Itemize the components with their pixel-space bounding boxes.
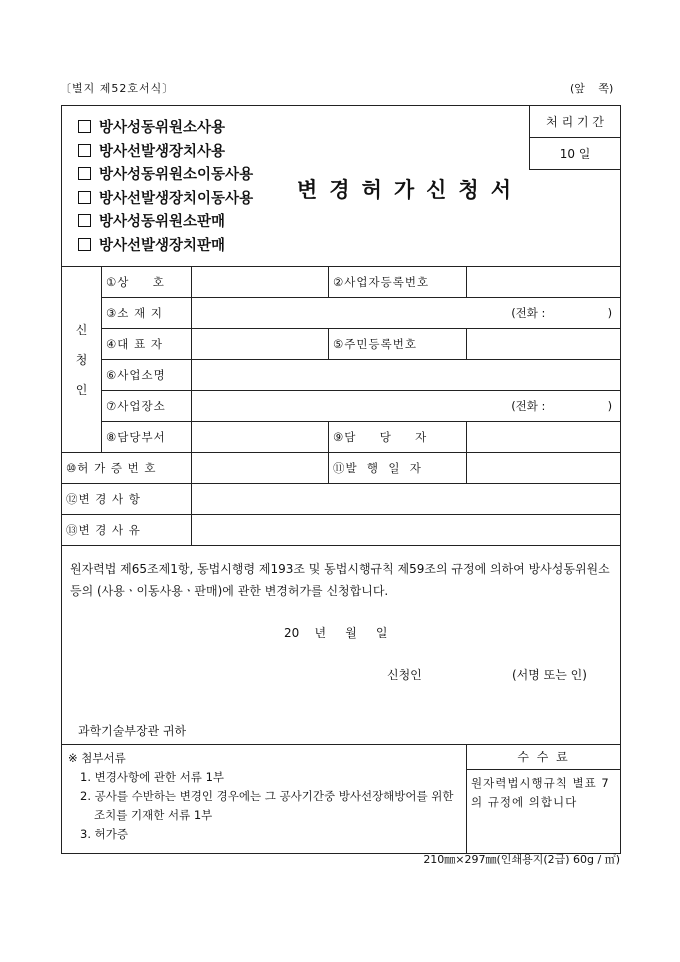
type-option-6[interactable]: 방사선발생장치판매 xyxy=(78,234,253,258)
attachment-item: 2. 공사를 수반하는 변경인 경우에는 그 공사기간중 방사선장해방어를 위한 조치를 기재한 서류 1부 xyxy=(80,789,454,822)
location-label: ③소 재 지 xyxy=(102,298,192,329)
form-number: 〔별지 제52호서식〕 xyxy=(60,82,175,95)
representative-label: ④대 표 자 xyxy=(102,329,192,360)
representative-field[interactable] xyxy=(192,329,329,360)
change-reason-label: ⑬변 경 사 유 xyxy=(62,515,192,546)
resident-reg-label: ⑤주민등록번호 xyxy=(329,329,467,360)
checkbox-icon[interactable] xyxy=(78,120,91,133)
declaration-section xyxy=(62,546,621,745)
type-option-4[interactable]: 방사선발생장치이동사용 xyxy=(78,187,253,211)
type-option-5[interactable]: 방사성동위원소판매 xyxy=(78,210,253,234)
application-type-list xyxy=(78,116,253,257)
business-reg-field[interactable] xyxy=(467,267,621,298)
type-option-1[interactable]: 방사성동위원소사용 xyxy=(78,116,253,140)
location-field[interactable]: (전화 : ) xyxy=(192,298,621,329)
applicant-side-label: 신 청 인 xyxy=(62,267,102,453)
signature-field[interactable]: (서명 또는 인) xyxy=(512,668,587,682)
processing-value: 10 일 xyxy=(530,138,621,170)
attachment-item: 3. 허가증 xyxy=(80,827,128,841)
attachment-item: 1. 변경사항에 관한 서류 1부 xyxy=(80,770,224,784)
department-field[interactable] xyxy=(192,422,329,453)
form-header-section xyxy=(62,106,621,267)
page-side-label: (앞 쪽) xyxy=(570,82,614,95)
checkbox-icon[interactable] xyxy=(78,167,91,180)
office-name-label: ⑥사업소명 xyxy=(102,360,192,391)
office-name-field[interactable] xyxy=(192,360,621,391)
fee-text: 원자력법시행규칙 별표 7의 규정에 의합니다 xyxy=(471,776,610,809)
resident-reg-field[interactable] xyxy=(467,329,621,360)
permit-number-label: ⑩허 가 증 번 호 xyxy=(62,453,192,484)
type-option-2[interactable]: 방사선발생장치사용 xyxy=(78,140,253,164)
issue-date-field[interactable] xyxy=(467,453,621,484)
change-items-label: ⑫변 경 사 항 xyxy=(62,484,192,515)
declaration-text: 원자력법 제65조제1항, 동법시행령 제193조 및 동법시행규칙 제59조의 규정에 의하여 방사성동위원소등의 (사용ㆍ이동사용ㆍ판매)에 관한 변경허가를 신청합니다. xyxy=(70,562,610,598)
processing-period-box xyxy=(529,106,620,170)
form-title: 변경허가신청서 xyxy=(297,177,524,202)
company-name-label: ①상 호 xyxy=(102,267,192,298)
recipient: 과학기술부장관 귀하 xyxy=(78,724,187,738)
type-option-3[interactable]: 방사성동위원소이동사용 xyxy=(78,163,253,187)
attachments-section xyxy=(62,745,467,854)
workplace-label: ⑦사업장소 xyxy=(102,391,192,422)
checkbox-icon[interactable] xyxy=(78,238,91,251)
change-reason-field[interactable] xyxy=(192,515,621,546)
checkbox-icon[interactable] xyxy=(78,191,91,204)
department-label: ⑧담당부서 xyxy=(102,422,192,453)
application-form xyxy=(61,105,621,854)
applicant-label: 신청인 xyxy=(387,668,422,682)
fee-section xyxy=(467,745,621,854)
change-items-field[interactable] xyxy=(192,484,621,515)
business-reg-label: ②사업자등록번호 xyxy=(329,267,467,298)
fee-title: 수 수 료 xyxy=(467,745,620,770)
contact-person-field[interactable] xyxy=(467,422,621,453)
paper-spec: 210㎜×297㎜(인쇄용지(2급) 60g / ㎡) xyxy=(423,853,620,866)
processing-label: 처 리 기 간 xyxy=(530,106,621,138)
checkbox-icon[interactable] xyxy=(78,144,91,157)
checkbox-icon[interactable] xyxy=(78,214,91,227)
issue-date-label: ⑪발 행 일 자 xyxy=(329,453,467,484)
permit-number-field[interactable] xyxy=(192,453,329,484)
company-name-field[interactable] xyxy=(192,267,329,298)
attachments-title: ※ 첨부서류 xyxy=(68,751,126,765)
application-date[interactable]: 20 년 월 일 xyxy=(284,626,388,640)
contact-person-label: ⑨담 당 자 xyxy=(329,422,467,453)
workplace-field[interactable]: (전화 : ) xyxy=(192,391,621,422)
